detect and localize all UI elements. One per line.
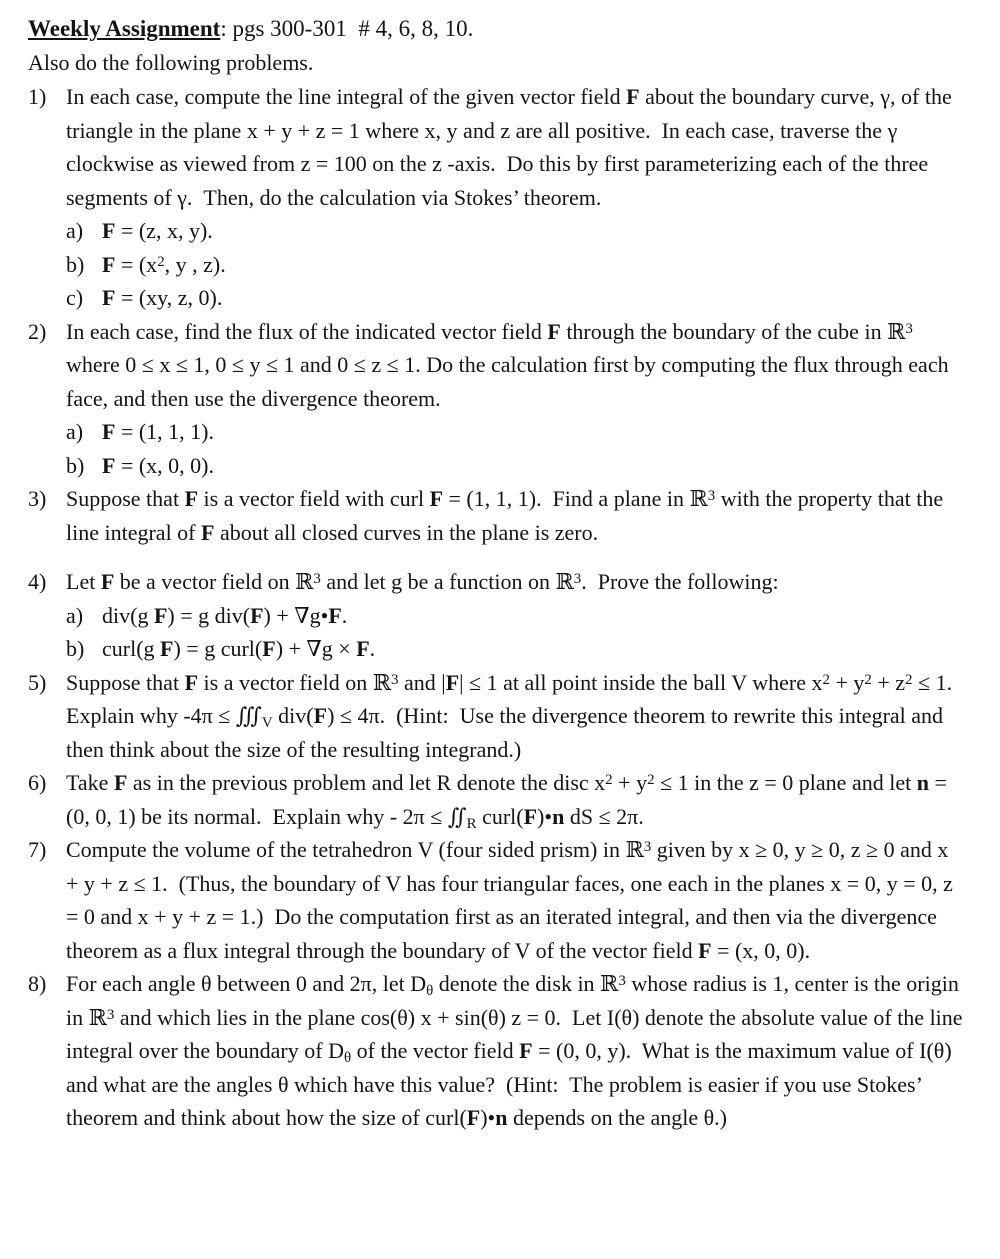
problem-3-number: 3) <box>28 486 47 511</box>
problem-1-text: In each case, compute the line integral of the given vector field F about the boundary curve, γ, of the triangle in the plane x + y + z = 1 where x, y and z are all positive. In each case, traverse the γ clockwise as viewed from z = 100 on the z -axis. Do this by first parameterizing each of the three segments of γ. Then, do the calculation via Stokes’ theorem. <box>66 84 958 210</box>
problem-4a-text: div(g F) = g div(F) + ∇g•F. <box>102 602 348 628</box>
problem-8 <box>28 967 969 1135</box>
problem-5-text: Suppose that F is a vector field on ℝ$^3$ and |F| ≤ 1 at all point inside the ball V where $x^2 + y^2 + z^2 \le 1$. Explain why $-4\pi \le ∭_V$ div(F) ≤ 4π. (Hint: Use the divergence theorem to rewrite this integral and then think about the size of the resulting integrand.) <box>66 669 964 762</box>
problem-3 <box>28 482 966 549</box>
problem-3-text: Suppose that F is a vector field with curl F = (1, 1, 1). Find a plane in ℝ$^3$ with the property that the line integral of F about all closed curves in the plane is zero. <box>66 486 949 545</box>
problem-8-text: For each angle θ between 0 and 2π, let $D_\theta$ denote the disk in ℝ$^3$ whose radius is 1, center is the origin in ℝ$^3$ and which lies in the plane cos(θ) x + sin(θ) z = 0. Let I(θ) denote the absolute value of the line integral over the boundary of $D_\theta$ of the vector field F = (0, 0, y). What is the maximum value of I(θ) and what are the angles θ which have this value? (Hint: The problem is easier if you use Stokes’ theorem and think about how the size of curl(F)•n depends on the angle θ.) <box>66 971 969 1130</box>
problem-1-number: 1) <box>28 84 47 109</box>
problem-7 <box>28 833 966 967</box>
problem-1c-text: F = (xy, z, 0). <box>102 285 223 310</box>
assignment-title-rest: : pgs 300-301 # 4, 6, 8, 10. <box>220 16 474 41</box>
problem-2a <box>66 415 966 449</box>
problem-2b <box>66 449 966 483</box>
problem-1b-text: $F = (x^2$, y , z). <box>102 251 226 277</box>
problem-2b-label: b) <box>66 452 85 478</box>
problem-2-number: 2) <box>28 318 47 344</box>
problem-1a <box>66 214 966 248</box>
problem-7-text: Compute the volume of the tetrahedron V (four sided prism) in ℝ$^3$ given by x ≥ 0, y ≥ 0, z ≥ 0 and x + y + z ≤ 1. (Thus, the boundary of V has four triangular faces, one each in the planes x = 0, y = 0, z = 0 and x + y + z = 1.) Do the computation first as an iterated integral, and then via the divergence theorem as a flux integral through the boundary of V of the vector field F = (x, 0, 0). <box>66 837 959 963</box>
problem-1b <box>66 248 966 282</box>
problem-2b-text: F = (x, 0, 0). <box>102 452 215 478</box>
problem-2 <box>28 315 966 416</box>
problem-1c-label: c) <box>66 285 84 310</box>
problem-5 <box>28 666 966 767</box>
problem-5-number: 5) <box>28 669 47 695</box>
problem-2a-label: a) <box>66 419 84 444</box>
problem-2a-text: F = (1, 1, 1). <box>102 419 215 444</box>
problem-1 <box>28 80 966 214</box>
assignment-header <box>28 12 966 46</box>
problem-6-number: 6) <box>28 770 47 795</box>
problem-2-text: In each case, find the flux of the indicated vector field F through the boundary of the cube in ℝ$^3$ where 0 ≤ x ≤ 1, 0 ≤ y ≤ 1 and 0 ≤ z ≤ 1. Do the calculation first by computing the flux through each face, and then use the divergence theorem. <box>66 318 955 411</box>
intro-line: Also do the following problems. <box>28 50 314 75</box>
problem-4b-text: curl(g F) = g curl(F) + ∇g × F. <box>102 636 376 661</box>
problem-8-number: 8) <box>28 971 47 996</box>
problem-1a-text: F = (z, x, y). <box>102 218 213 243</box>
problem-4a-label: a) <box>66 602 84 628</box>
problem-1a-label: a) <box>66 218 84 243</box>
problem-6-text: Take F as in the previous problem and let R denote the disc $x^2 + y^2 \le 1$ in the z = 0 plane and let n = (0, 0, 1) be its normal. Explain why - $2\pi \le ∬_R$ curl(F)•n dS ≤ 2π. <box>66 770 953 832</box>
problem-6 <box>28 766 966 833</box>
problem-4-number: 4) <box>28 569 47 594</box>
problem-1c <box>66 281 966 315</box>
assignment-title: Weekly Assignment <box>28 16 221 41</box>
problem-1b-label: b) <box>66 251 85 277</box>
problem-4a <box>66 599 966 633</box>
problem-4 <box>28 565 966 599</box>
problem-7-number: 7) <box>28 837 47 862</box>
problem-4b <box>66 632 966 666</box>
problem-4b-label: b) <box>66 636 85 661</box>
problem-4-text: Let F be a vector field on ℝ$^3$ and let g be a function on ℝ$^3$. Prove the following: <box>66 569 779 594</box>
